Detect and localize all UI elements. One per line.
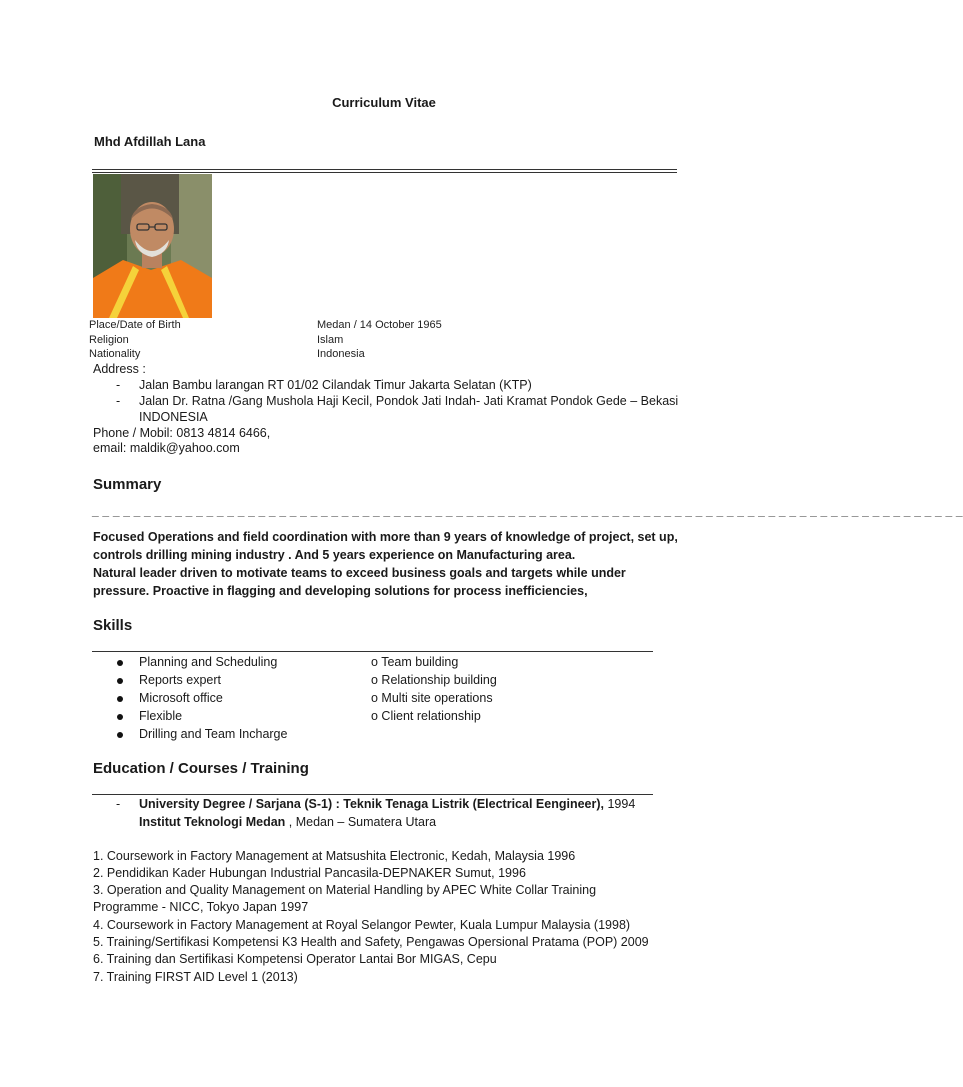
course-item: 2. Pendidikan Kader Hubungan Industrial Pancasila-DEPNAKER Sumut, 1996: [93, 866, 526, 880]
institution-location: , Medan – Sumatera Utara: [285, 815, 437, 829]
skill-item-right: o Relationship building: [371, 673, 497, 687]
profile-photo: [93, 174, 212, 318]
skill-item-right: o Multi site operations: [371, 691, 493, 705]
header-double-rule: [92, 169, 677, 173]
course-item: 7. Training FIRST AID Level 1 (2013): [93, 970, 298, 984]
course-item: 3. Operation and Quality Management on Material Handling by APEC White Collar Training: [93, 883, 597, 897]
course-item: 4. Coursework in Factory Management at Royal Selangor Pewter, Kuala Lumpur Malaysia (1998): [93, 918, 631, 932]
religion-value: Islam: [317, 334, 344, 346]
skill-item-right: o Team building: [371, 655, 459, 669]
religion-label: Religion: [89, 334, 129, 346]
skill-item: Microsoft office: [139, 691, 223, 705]
bullet-icon: [117, 678, 123, 684]
skill-item-right: o Client relationship: [371, 709, 481, 723]
address-dash-2: -: [116, 394, 121, 408]
address-label: Address :: [93, 362, 146, 376]
summary-line-1: Focused Operations and field coordination with more than 9 years of knowledge of project, set up,: [93, 530, 678, 544]
degree-year: 1994: [603, 797, 636, 811]
skill-item: Reports expert: [139, 673, 221, 687]
summary-dashed-rule: _ _ _ _ _ _ _ _ _ _ _ _ _ _ _ _ _ _ _ _ _ _ _ _ _ _ _ _ _ _ _ _ _ _ _ _ _ _ _ _ _ _ _ _ _ _ _ _ _ _ _ _ _ _ _ _ _ _ _ _ _ _ _ _ _ _ _ _ _ _ _ _ _ _ _ _ _ _ _ _ _ _ _ _: [92, 504, 963, 518]
course-item: 1. Coursework in Factory Management at Matsushita Electronic, Kedah, Malaysia 1996: [93, 849, 576, 863]
bullet-icon: [117, 696, 123, 702]
nationality-value: Indonesia: [317, 348, 365, 360]
education-heading: Education / Courses / Training: [93, 760, 309, 777]
address-line-1: Jalan Bambu larangan RT 01/02 Cilandak Timur Jakarta Selatan (KTP): [139, 378, 532, 392]
email: email: maldik@yahoo.com: [93, 441, 240, 455]
address-line-2: Jalan Dr. Ratna /Gang Mushola Haji Kecil, Pondok Jati Indah- Jati Kramat Pondok Gede – Bekasi: [139, 394, 679, 408]
summary-heading: Summary: [93, 476, 162, 493]
document-title: Curriculum Vitae: [332, 95, 436, 110]
degree-title: University Degree / Sarjana (S-1) : Teknik Tenaga Listrik (Electrical Eengineer),: [139, 797, 604, 811]
institution-line: [139, 815, 436, 829]
degree-line: [139, 797, 635, 811]
skill-item: Flexible: [139, 709, 183, 723]
course-item: 5. Training/Sertifikasi Kompetensi K3 Health and Safety, Pengawas Opersional Pratama (POP) 2009: [93, 935, 649, 949]
phone: Phone / Mobil: 0813 4814 6466,: [93, 426, 271, 440]
summary-line-3: Natural leader driven to motivate teams to exceed business goals and targets while under: [93, 566, 626, 580]
candidate-name: Mhd Afdillah Lana: [94, 134, 206, 149]
course-item: 6. Training dan Sertifikasi Kompetensi Operator Lantai Bor MIGAS, Cepu: [93, 952, 497, 966]
skills-heading: Skills: [93, 617, 133, 634]
summary-line-4: pressure. Proactive in flagging and developing solutions for process inefficiencies,: [93, 584, 588, 598]
bullet-icon: [117, 732, 123, 738]
education-rule: [92, 794, 653, 795]
bullet-icon: [117, 714, 123, 720]
birth-value: Medan / 14 October 1965: [317, 319, 442, 331]
bullet-icon: [117, 660, 123, 666]
skill-item: Drilling and Team Incharge: [139, 727, 288, 741]
birth-label: Place/Date of Birth: [89, 319, 181, 331]
degree-dash: -: [116, 797, 121, 811]
portrait-illustration: [93, 174, 212, 318]
address-dash-1: -: [116, 378, 121, 392]
course-item: Programme - NICC, Tokyo Japan 1997: [93, 900, 309, 914]
nationality-label: Nationality: [89, 348, 141, 360]
institution-name: Institut Teknologi Medan: [139, 815, 286, 829]
skills-rule: [92, 651, 653, 652]
address-line-2-country: INDONESIA: [139, 410, 208, 424]
skill-item: Planning and Scheduling: [139, 655, 278, 669]
summary-line-2: controls drilling mining industry . And 5 years experience on Manufacturing area.: [93, 548, 576, 562]
